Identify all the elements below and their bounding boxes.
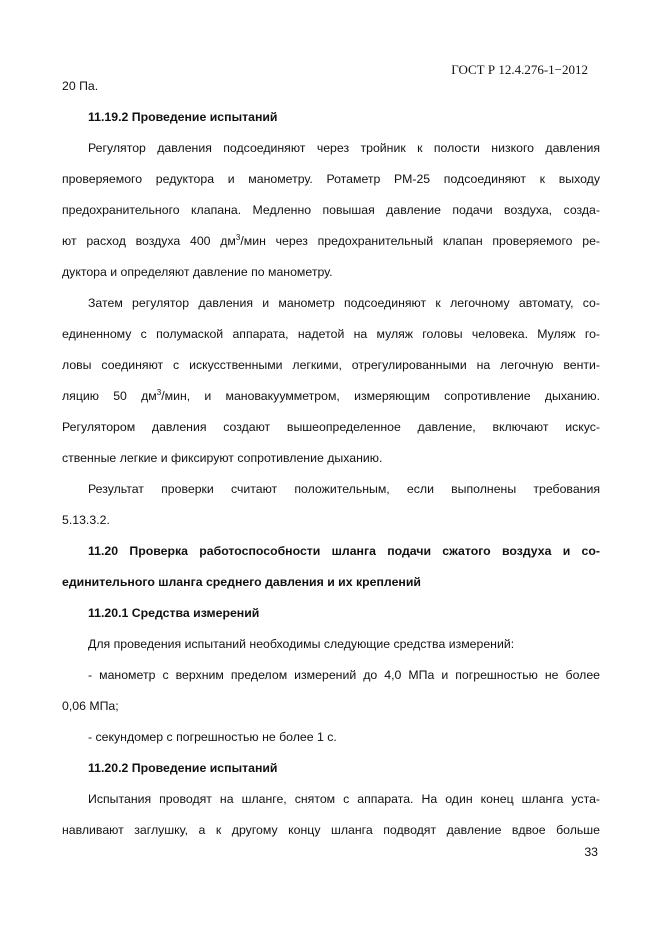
section-heading-11-20-2: 11.20.2 Проведение испытаний: [88, 761, 278, 775]
text-fragment: /мин, и мановакуумметром, измеряющим сопротивление дыханию.: [161, 389, 600, 403]
superscript: 3: [235, 233, 241, 242]
text-fragment: ляцию 50 дм: [62, 389, 157, 403]
body-line: Регулятор давления подсоединяют через тройник к полости низкого давления: [88, 141, 600, 155]
section-heading-11-20-1: 11.20.1 Средства измерений: [88, 606, 260, 620]
text-fragment: ют расход воздуха 400 дм: [62, 234, 236, 248]
body-line: Испытания проводят на шланге, снятом с аппарата. На один конец шланга уста-: [88, 792, 600, 806]
body-line: 20 Па.: [62, 79, 99, 93]
body-line: Результат проверки считают положительным, если выполнены требования: [88, 482, 600, 496]
list-item: - манометр с верхним пределом измерений до 4,0 МПа и погрешностью не более: [88, 668, 600, 682]
page-number: 33: [584, 845, 598, 859]
body-line: Регулятором давления создают вышеопределенное давление, включают искус-: [62, 420, 600, 434]
section-heading-11-20: 11.20 Проверка работоспособности шланга подачи сжатого воздуха и со-: [88, 544, 600, 558]
body-line: 0,06 МПа;: [62, 699, 119, 713]
section-heading-11-20-cont: единительного шланга среднего давления и их креплений: [62, 575, 421, 589]
standard-header: ГОСТ Р 12.4.276-1−2012: [451, 62, 588, 77]
body-line-with-superscript: [62, 233, 600, 249]
body-line: Для проведения испытаний необходимы следующие средства измерений:: [88, 637, 515, 651]
text-fragment: /мин через предохранительный клапан проверяемого ре-: [240, 234, 600, 248]
list-item: - секундомер с погрешностью не более 1 с.: [88, 730, 337, 744]
body-line: дуктора и определяют давление по манометру.: [62, 265, 333, 279]
body-line: единенному с полумаской аппарата, надетой на муляж головы человека. Муляж го-: [62, 327, 600, 341]
superscript: 3: [156, 388, 162, 397]
body-line: навливают заглушку, а к другому концу шланга подводят давление вдвое больше: [62, 823, 600, 837]
body-line-with-superscript: [62, 388, 600, 404]
body-line: ственные легкие и фиксируют сопротивление дыханию.: [62, 451, 383, 465]
section-heading-11-19-2: 11.19.2 Проведение испытаний: [88, 110, 278, 124]
body-line: проверяемого редуктора и манометру. Ротаметр РМ-25 подсоединяют к выходу: [62, 172, 600, 186]
body-line: Затем регулятор давления и манометр подсоединяют к легочному автомату, со-: [88, 296, 600, 310]
body-line: предохранительного клапана. Медленно повышая давление подачи воздуха, созда-: [62, 203, 600, 217]
body-line: 5.13.3.2.: [62, 513, 110, 527]
body-line: ловы соединяют с искусственными легкими, отрегулированными на легочную венти-: [62, 358, 600, 372]
